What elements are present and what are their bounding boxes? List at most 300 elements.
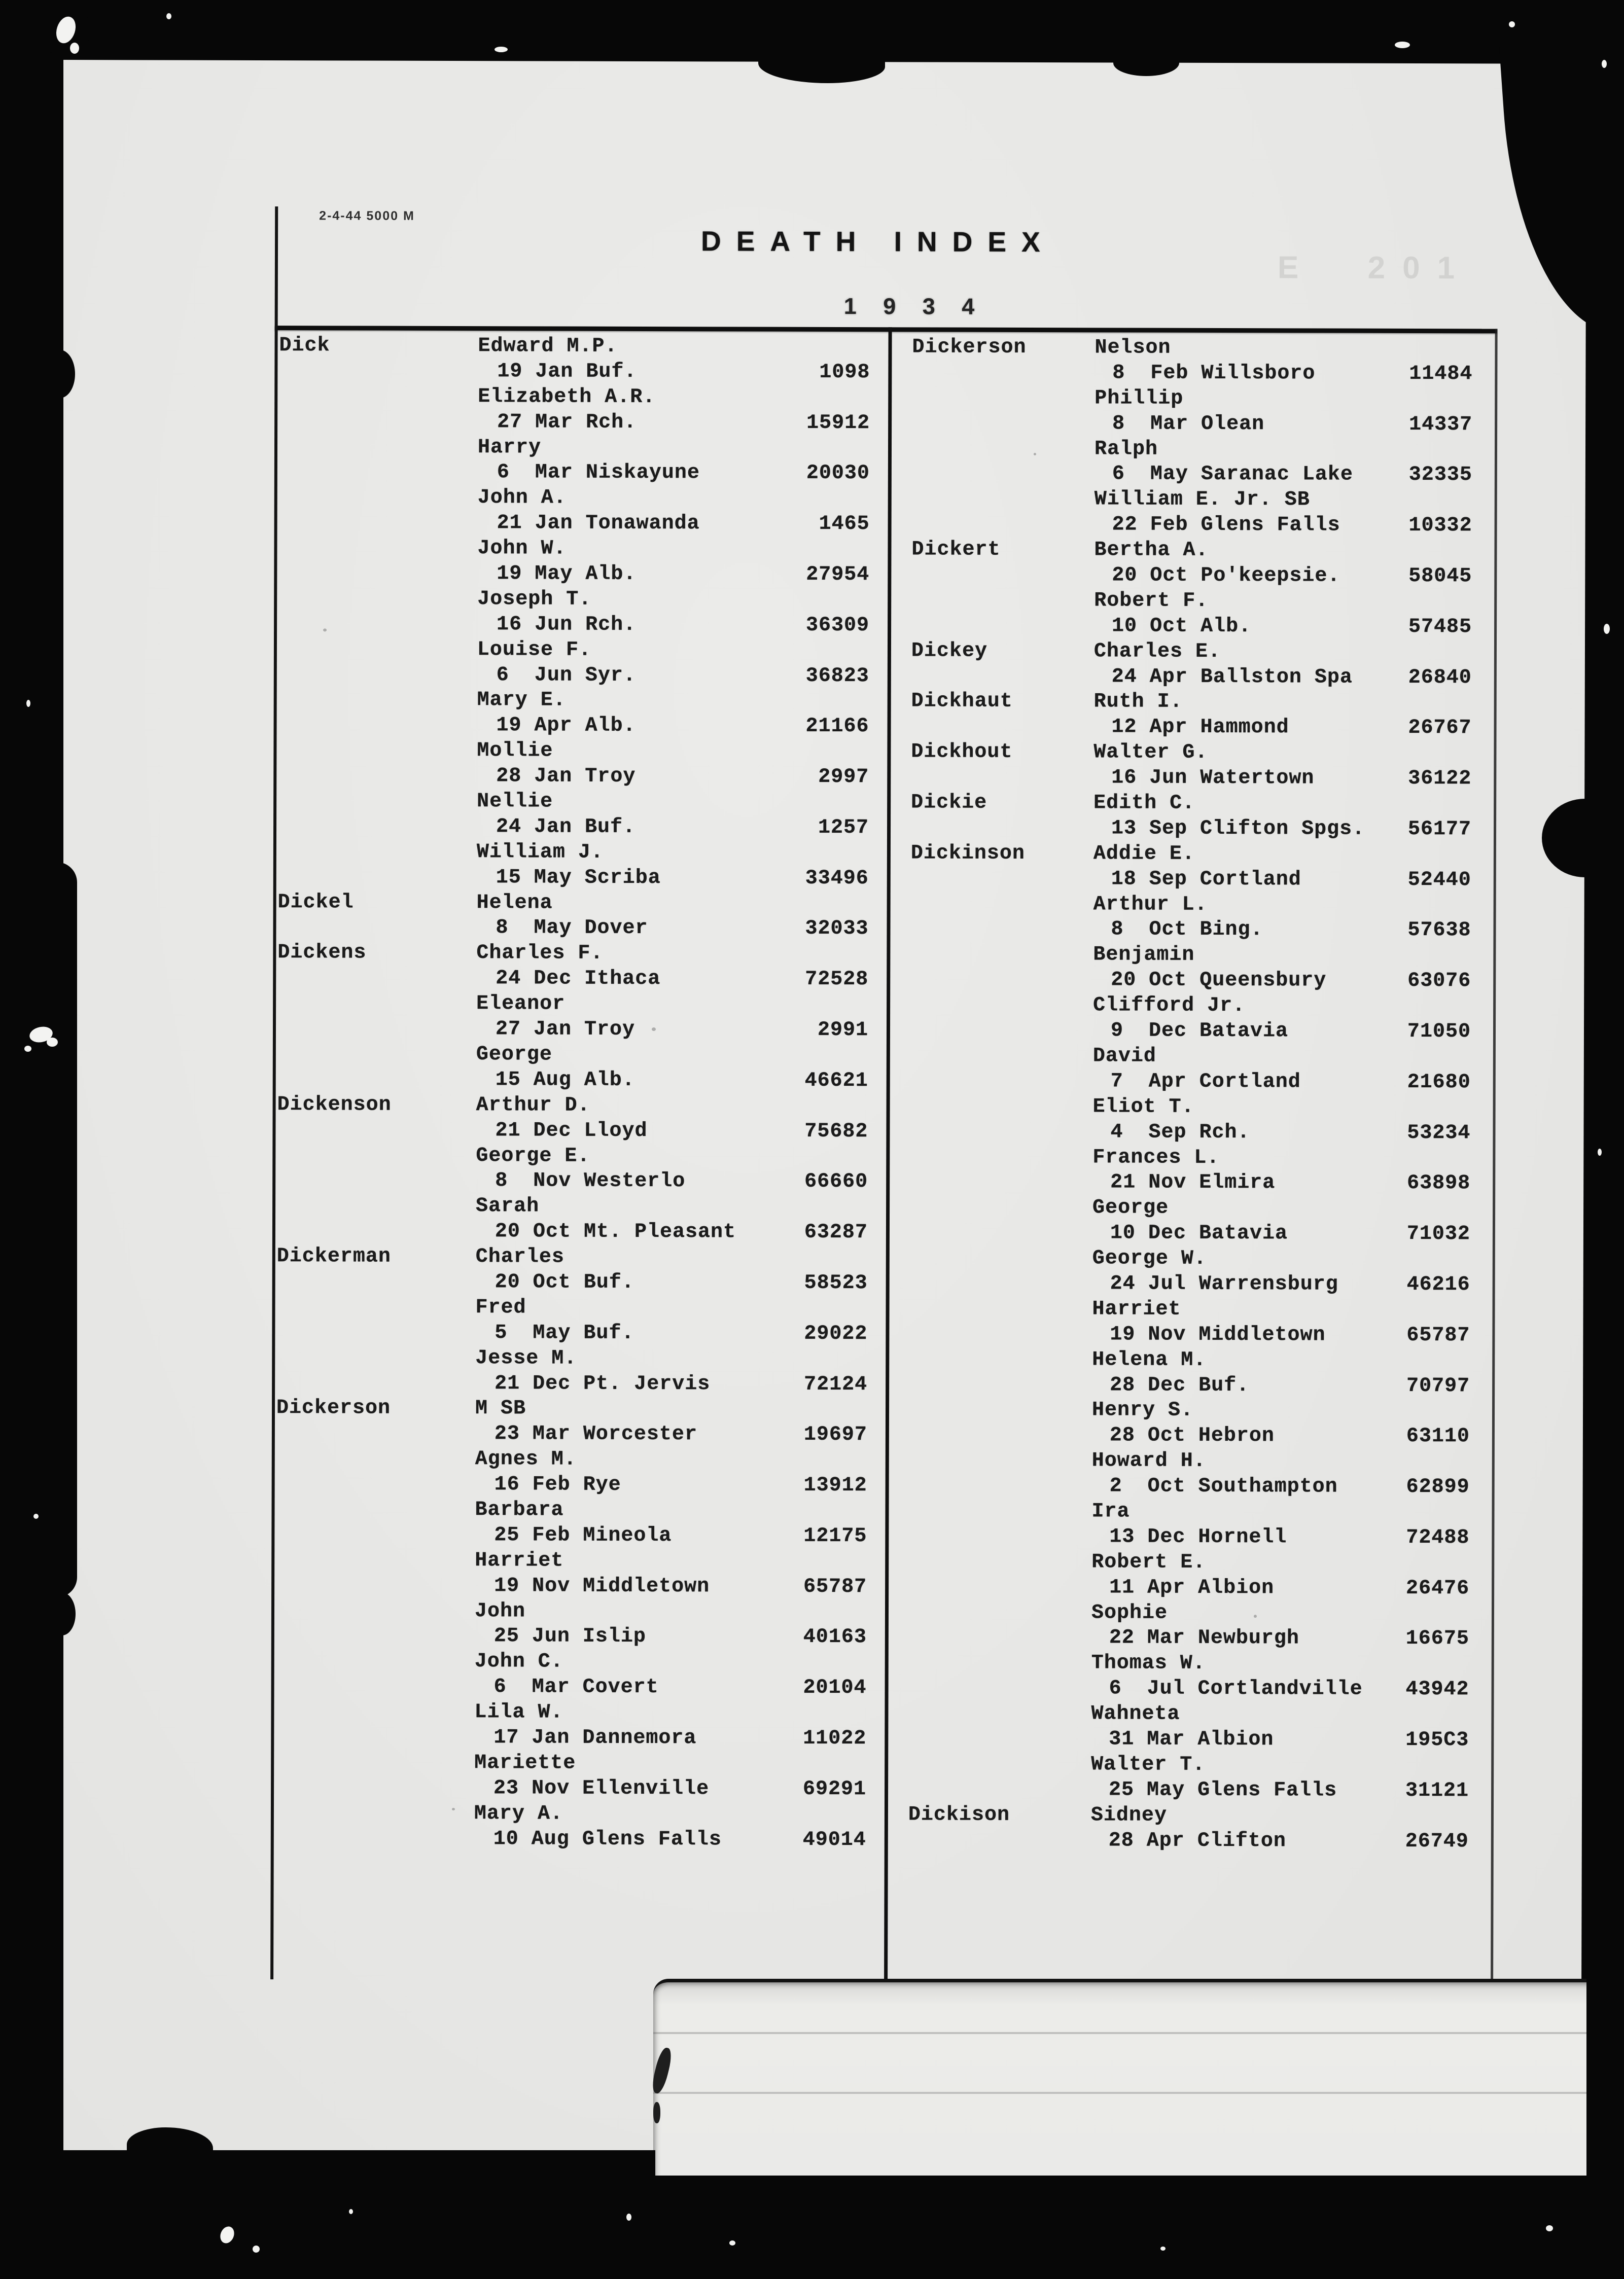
given-name: Sarah [476, 1195, 540, 1218]
index-entry [911, 639, 1472, 692]
table-right-border [1491, 329, 1498, 1983]
record-line [279, 511, 870, 538]
record-line [277, 967, 868, 993]
index-column-left [275, 334, 870, 1854]
date-place: 8 Mar Olean [1112, 412, 1265, 436]
given-name: John C. [474, 1650, 563, 1673]
record-line [911, 665, 1472, 692]
name-line [278, 739, 869, 766]
record-line [911, 563, 1472, 590]
certificate-number: 58045 [1408, 564, 1472, 588]
given-name: Wahneta [1091, 1702, 1180, 1726]
date-place: 13 Sep Clifton Spgs. [1111, 817, 1365, 841]
record-line [276, 1574, 867, 1601]
index-column-right [908, 336, 1473, 1855]
index-entry [909, 1550, 1469, 1603]
margin-speck [253, 2246, 260, 2253]
given-name: Mariette [474, 1752, 576, 1775]
record-line [909, 1626, 1469, 1653]
name-line [278, 891, 869, 918]
name-line [276, 1397, 867, 1424]
certificate-number: 21680 [1407, 1071, 1471, 1094]
certificate-number: 75682 [804, 1120, 868, 1143]
index-entry [909, 1500, 1469, 1552]
margin-speck [1604, 624, 1610, 634]
surname: Dickens [277, 941, 367, 965]
name-line [276, 1447, 867, 1474]
surname: Dickerman [276, 1245, 391, 1268]
record-line [278, 866, 869, 893]
index-entry [912, 437, 1472, 489]
name-line [278, 689, 869, 716]
name-line [276, 1650, 867, 1677]
dust-speck [452, 1808, 455, 1810]
certificate-number: 20104 [803, 1677, 867, 1700]
record-line [277, 1119, 868, 1146]
torn-edge-blob [45, 350, 75, 398]
torn-edge-blob [1113, 50, 1179, 76]
date-place: 16 Feb Rye [494, 1473, 621, 1497]
record-line [910, 1019, 1471, 1046]
surname: Dickenson [277, 1093, 392, 1117]
ink-smudge [650, 2046, 674, 2095]
margin-speck [495, 47, 508, 52]
given-name: Howard H. [1091, 1449, 1206, 1473]
given-name: Ruth I. [1093, 690, 1183, 714]
name-line [911, 539, 1472, 565]
certificate-number: 65787 [1406, 1324, 1470, 1347]
date-place: 15 Aug Alb. [495, 1069, 635, 1092]
index-entry [912, 386, 1472, 439]
record-line [908, 1829, 1469, 1856]
date-place: 24 Jul Warrensburg [1110, 1272, 1338, 1296]
index-entry [276, 1447, 867, 1500]
record-line [278, 562, 869, 589]
index-entry [910, 1247, 1470, 1299]
record-line [912, 412, 1472, 439]
index-entry [909, 1601, 1469, 1653]
header-rule [275, 326, 1497, 333]
certificate-number: 66660 [804, 1170, 868, 1194]
record-line [277, 1220, 868, 1247]
certificate-number: 21166 [805, 715, 869, 738]
name-line [912, 437, 1472, 464]
date-place: 15 May Scriba [496, 866, 661, 889]
given-name: Elizabeth A.R. [478, 385, 656, 409]
name-line [278, 587, 869, 614]
certificate-number: 72488 [1406, 1526, 1470, 1550]
page-title: DEATH INDEX [700, 225, 1055, 258]
margin-speck [349, 2209, 353, 2214]
index-entry [910, 1095, 1470, 1147]
margin-speck [1395, 42, 1410, 48]
index-entry [277, 941, 868, 993]
surname: Dickhaut [911, 690, 1013, 714]
date-place: 8 Feb Willsboro [1112, 362, 1316, 385]
certificate-number: 20030 [806, 462, 870, 485]
record-line [278, 613, 869, 639]
index-entry [910, 994, 1471, 1046]
given-name: Clifford Jr. [1093, 994, 1246, 1018]
given-name: Joseph T. [477, 588, 592, 611]
name-line [277, 1194, 868, 1221]
index-entry [277, 1144, 868, 1196]
index-entry [276, 1397, 867, 1449]
given-name: Charles F. [476, 942, 604, 966]
name-line [912, 488, 1472, 515]
index-entry [279, 334, 870, 386]
given-name: William E. Jr. SB [1094, 488, 1310, 512]
name-line [277, 1093, 868, 1120]
name-line [909, 1652, 1469, 1679]
surname: Dickey [911, 639, 988, 663]
index-entry [276, 1346, 867, 1399]
record-line [277, 1068, 868, 1095]
certificate-number: 72528 [805, 968, 869, 991]
date-place: 16 Jun Rch. [497, 613, 637, 636]
given-name: Henry S. [1091, 1399, 1194, 1422]
certificate-number: 56177 [1407, 817, 1472, 841]
record-line [912, 513, 1472, 540]
index-entry [276, 1498, 867, 1550]
record-line [279, 461, 870, 488]
name-line [277, 1245, 868, 1272]
certificate-number: 195C3 [1405, 1728, 1469, 1752]
dust-speck [652, 1027, 656, 1031]
certificate-number: 16675 [1405, 1627, 1469, 1651]
index-entry [911, 842, 1471, 894]
record-line [908, 1778, 1469, 1805]
surname: Dickhout [911, 740, 1013, 764]
date-place: 22 Feb Glens Falls [1112, 513, 1340, 537]
certificate-number: 36309 [805, 614, 870, 637]
certificate-number: 40163 [803, 1626, 867, 1649]
index-entry [278, 537, 869, 589]
name-line [279, 486, 870, 513]
certificate-number: 65787 [803, 1575, 867, 1598]
margin-speck [1546, 2225, 1553, 2231]
index-entry [911, 690, 1471, 742]
margin-speck [70, 43, 79, 54]
record-line [912, 462, 1472, 489]
surname: Dickerson [276, 1397, 391, 1420]
name-line [910, 1146, 1470, 1172]
given-name: Addie E. [1093, 842, 1195, 866]
given-name: Bertha A. [1094, 539, 1209, 562]
name-line [912, 386, 1472, 413]
given-name: Helena [476, 891, 553, 915]
index-entry [909, 1348, 1470, 1400]
certificate-number: 71032 [1406, 1223, 1471, 1246]
record-line [276, 1372, 867, 1399]
scan-border-bottom-left [0, 2150, 655, 2279]
date-place: 10 Dec Batavia [1110, 1222, 1288, 1245]
date-place: 16 Jun Watertown [1111, 766, 1315, 790]
name-line [909, 1500, 1469, 1526]
surname: Dickel [277, 891, 354, 914]
column-divider [884, 327, 892, 1981]
index-entry [275, 1802, 866, 1854]
margin-speck [626, 2214, 631, 2221]
surname: Dickie [911, 791, 987, 814]
index-entry [277, 1043, 868, 1095]
name-line [910, 1196, 1470, 1223]
given-name: Jesse M. [475, 1346, 577, 1370]
given-name: Helena M. [1092, 1348, 1207, 1372]
date-place: 21 Dec Lloyd [495, 1119, 648, 1143]
certificate-number: 71050 [1407, 1020, 1471, 1044]
record-line [910, 969, 1471, 995]
name-line [277, 1043, 868, 1070]
given-name: Ira [1091, 1500, 1130, 1523]
given-name: Walter G. [1093, 741, 1208, 765]
name-line [275, 1802, 866, 1829]
date-place: 27 Mar Rch. [497, 410, 637, 434]
index-page [58, 60, 1586, 2157]
certificate-number: 1257 [818, 816, 869, 840]
record-line [910, 1222, 1470, 1249]
record-line [275, 1726, 866, 1753]
given-name: Ralph [1094, 437, 1158, 461]
index-entry [911, 741, 1471, 793]
record-line [278, 663, 869, 690]
given-name: John W. [477, 537, 567, 560]
margin-speck [47, 1038, 58, 1047]
certificate-number: 15912 [806, 411, 870, 435]
given-name: Eleanor [476, 992, 566, 1016]
scan-border-right [1586, 0, 1624, 2279]
date-place: 20 Oct Po'keepsie. [1112, 564, 1340, 588]
index-entry [278, 790, 869, 842]
date-place: 2 Oct Southampton [1109, 1475, 1338, 1499]
certificate-number: 36122 [1408, 767, 1472, 791]
given-name: Mary A. [474, 1802, 563, 1826]
record-line [910, 1070, 1471, 1096]
date-place: 19 Nov Middletown [494, 1574, 710, 1598]
index-entry [277, 1093, 868, 1146]
given-name: Benjamin [1093, 943, 1195, 967]
date-place: 23 Mar Worcester [494, 1422, 698, 1446]
date-place: 24 Jan Buf. [496, 815, 636, 839]
date-place: 19 Jan Buf. [497, 360, 637, 383]
margin-speck [729, 2240, 735, 2246]
given-name: Eliot T. [1092, 1095, 1194, 1119]
given-name: Nelson [1095, 336, 1171, 360]
index-entry [911, 589, 1472, 641]
given-name: Nellie [477, 790, 553, 813]
certificate-number: 72124 [804, 1373, 868, 1396]
name-line [908, 1753, 1469, 1779]
name-line [278, 840, 869, 867]
margin-speck [33, 1514, 39, 1519]
given-name: George [476, 1043, 552, 1066]
certificate-number: 63076 [1407, 970, 1471, 993]
index-entry [277, 891, 868, 943]
name-line [910, 943, 1471, 970]
surname: Dickinson [910, 842, 1026, 865]
margin-speck [26, 700, 30, 707]
overlapping-page-edge [653, 1979, 1589, 2181]
record-line [909, 1525, 1469, 1552]
certificate-number: 1465 [819, 513, 870, 536]
given-name: Thomas W. [1091, 1652, 1206, 1676]
dust-speck [1254, 1615, 1257, 1618]
given-name: John [474, 1599, 526, 1623]
name-line [278, 537, 869, 563]
sheet-edge-streak [653, 2092, 1589, 2094]
index-entry [275, 1751, 866, 1803]
given-name: Charles [475, 1245, 564, 1269]
surname: Dickison [908, 1803, 1010, 1827]
index-entry [910, 1146, 1470, 1198]
index-entry [279, 385, 870, 437]
certificate-number: 29022 [804, 1322, 868, 1345]
margin-speck [1160, 2247, 1166, 2251]
record-line [909, 1576, 1469, 1603]
record-line [277, 1270, 868, 1297]
given-name: Frances L. [1092, 1146, 1220, 1169]
date-place: 19 May Alb. [497, 562, 637, 586]
surname: Dickert [911, 538, 1001, 561]
given-name: Sophie [1091, 1601, 1168, 1625]
record-line [909, 1677, 1469, 1704]
date-place: 12 Apr Hammond [1111, 716, 1289, 739]
name-line [275, 1700, 866, 1727]
date-place: 24 Apr Ballston Spa [1111, 665, 1353, 689]
certificate-number: 1098 [819, 361, 870, 384]
certificate-number: 52440 [1407, 868, 1471, 892]
name-line [279, 334, 870, 361]
name-line [911, 741, 1471, 768]
record-line [276, 1422, 867, 1449]
index-entry [909, 1449, 1470, 1502]
date-place: 5 May Buf. [495, 1321, 634, 1345]
given-name: Robert E. [1091, 1551, 1206, 1574]
record-line [909, 1474, 1470, 1501]
date-place: 6 Mar Covert [493, 1676, 659, 1699]
record-line [278, 714, 869, 740]
name-line [908, 1702, 1469, 1729]
date-place: 31 Mar Albion [1109, 1728, 1274, 1752]
record-line [278, 815, 869, 842]
record-line [911, 867, 1471, 894]
date-place: 28 Oct Hebron [1109, 1424, 1275, 1448]
name-line [910, 1044, 1471, 1071]
index-entry [278, 638, 869, 690]
name-line [277, 992, 868, 1019]
given-name: George E. [476, 1144, 590, 1168]
record-line [276, 1625, 867, 1652]
name-line [275, 1751, 866, 1778]
record-line [279, 410, 870, 437]
given-name: George [1092, 1196, 1169, 1220]
record-line [277, 916, 868, 943]
date-place: 11 Apr Albion [1109, 1576, 1275, 1599]
date-place: 4 Sep Rch. [1110, 1121, 1250, 1144]
margin-speck [1509, 21, 1515, 27]
given-name: Harry [477, 436, 542, 459]
certificate-number: 32033 [805, 917, 869, 941]
record-line [911, 766, 1471, 793]
index-entry [911, 539, 1472, 591]
date-place: 8 Oct Bing. [1111, 918, 1263, 942]
certificate-number: 43942 [1405, 1678, 1469, 1701]
name-line [276, 1599, 867, 1626]
date-place: 20 Oct Buf. [495, 1271, 634, 1294]
date-place: 6 May Saranac Lake [1112, 462, 1354, 487]
date-place: 6 Jun Syr. [496, 663, 636, 687]
index-entry [278, 840, 869, 893]
certificate-number: 26749 [1405, 1830, 1469, 1853]
dust-speck [323, 628, 327, 631]
record-line [908, 1727, 1469, 1754]
given-name: Walter T. [1091, 1753, 1206, 1776]
certificate-number: 10332 [1408, 514, 1472, 538]
given-name: Harriet [1092, 1298, 1181, 1321]
record-line [910, 1272, 1470, 1299]
given-name: William J. [476, 840, 604, 864]
name-line [911, 589, 1472, 616]
certificate-number: 58523 [804, 1271, 868, 1295]
date-place: 25 Jun Islip [493, 1625, 646, 1649]
index-entry [910, 893, 1471, 945]
date-place: 19 Nov Middletown [1110, 1323, 1326, 1347]
margin-speck [1602, 60, 1607, 68]
certificate-number: 2997 [818, 766, 869, 789]
sheet-edge-streak [653, 2032, 1589, 2034]
record-line [276, 1473, 867, 1500]
scan-border-left-wide [0, 862, 77, 1597]
date-place: 28 Jan Troy [496, 765, 636, 789]
record-line [910, 918, 1471, 945]
name-line [279, 385, 870, 412]
torn-edge-blob [48, 1592, 76, 1635]
index-entry [277, 1194, 868, 1247]
record-line [911, 716, 1471, 742]
index-entry [910, 943, 1471, 995]
index-year: 1 9 3 4 [843, 293, 985, 319]
certificate-number: 2991 [817, 1018, 869, 1042]
given-name: Robert F. [1094, 589, 1209, 613]
date-place: 25 Feb Mineola [494, 1524, 672, 1548]
name-line [276, 1296, 867, 1323]
given-name: Arthur D. [476, 1093, 590, 1117]
date-place: 19 Apr Alb. [496, 714, 636, 738]
certificate-number: 13912 [803, 1474, 867, 1498]
given-name: Agnes M. [475, 1448, 577, 1471]
index-entry [278, 587, 869, 639]
certificate-number: 26476 [1406, 1577, 1470, 1600]
record-line [275, 1827, 866, 1854]
certificate-number: 49014 [802, 1828, 866, 1851]
name-line [909, 1297, 1470, 1324]
name-line [909, 1399, 1470, 1426]
given-name: Edith C. [1093, 792, 1195, 815]
given-name: Sidney [1090, 1803, 1168, 1827]
surname: Dick [279, 334, 330, 358]
index-entry [908, 1753, 1469, 1805]
certificate-number: 11022 [803, 1727, 867, 1751]
index-entry [909, 1399, 1470, 1451]
form-print-code: 2-4-44 5000 M [319, 208, 415, 223]
certificate-number: 26840 [1408, 666, 1472, 689]
name-line [276, 1498, 867, 1525]
date-place: 21 Nov Elmira [1110, 1171, 1276, 1195]
date-place: 6 Mar Niskayune [497, 461, 700, 485]
given-name: Barbara [475, 1499, 564, 1522]
certificate-number: 70797 [1406, 1374, 1470, 1398]
index-entry [912, 336, 1472, 388]
